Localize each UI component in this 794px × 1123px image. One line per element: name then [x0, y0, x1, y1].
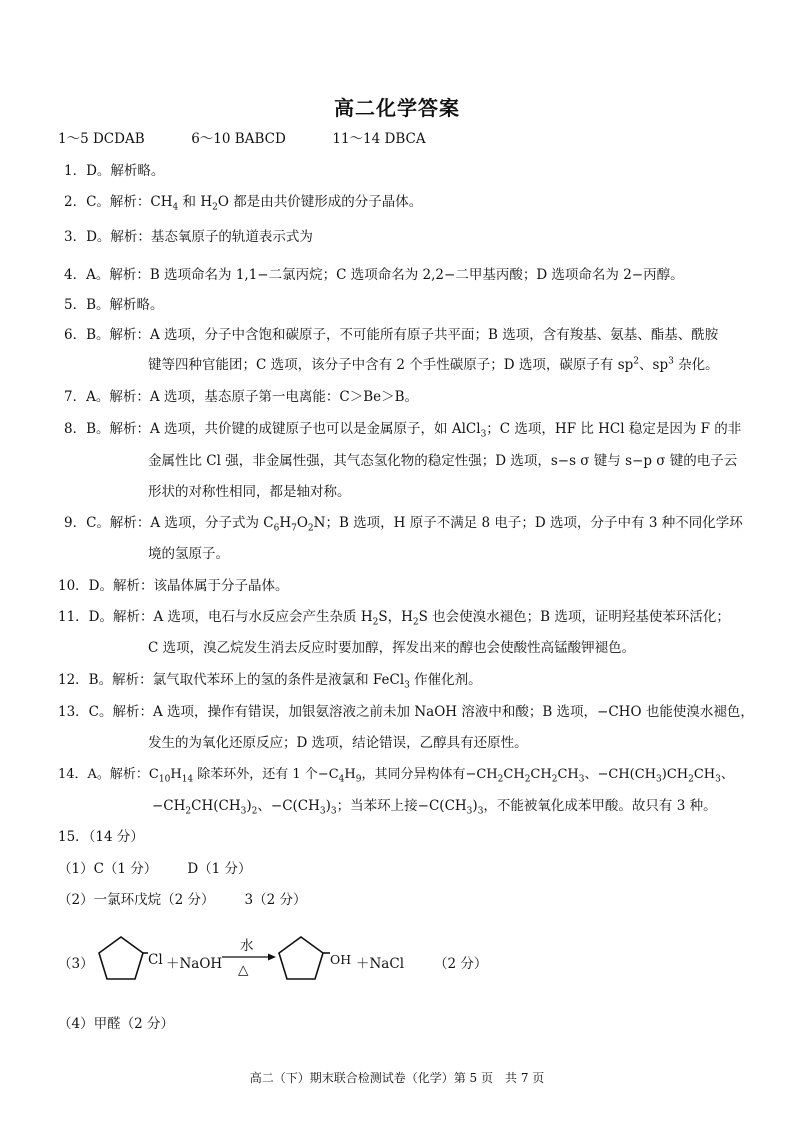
- answer-7: 7．A。解析：A 选项，基态原子第一电离能：C＞Be＞B。: [64, 389, 419, 405]
- chloro-substituent: Cl: [148, 952, 163, 968]
- answer-13-line-1: 13．C。解析：A 选项，操作有错误，加银氨溶液之前未加 NaOH 溶液中和酸；B 选项，−CHO 也能使溴水褪色，: [58, 704, 754, 720]
- answer-12: 12．B。解析：氯气取代苯环上的氢的条件是液氯和 FeCl$_3$ 作催化剂。: [58, 672, 482, 691]
- nacl-product: ＋NaCl: [356, 956, 405, 972]
- question-15-part-4: （4）甲醛（2 分）: [58, 1016, 174, 1032]
- answer-3: 3．D。解析：基态氧原子的轨道表示式为: [64, 229, 313, 245]
- answer-10: 10．D。解析：该晶体属于分子晶体。: [58, 578, 289, 594]
- cyclopentane-ring-product: [276, 934, 330, 984]
- answer-6-line-1: 6．B。解析：A 选项，分子中含饱和碳原子，不可能所有原子共平面；B 选项，含有羧基、氨基、酯基、酰胺: [64, 327, 719, 343]
- condition-water: 水: [240, 938, 254, 954]
- answer-9-line-2: 境的氢原子。: [148, 546, 229, 562]
- page-title: 高二化学答案: [334, 96, 460, 120]
- answer-1: 1．D。解析略。: [64, 163, 165, 179]
- answer-11-line-1: 11．D。解析：A 选项，电石与水反应会产生杂质 $H_2S$，$H_2S$ 也会使溴水褪色；B 选项，证明羟基使苯环活化；: [58, 609, 730, 628]
- naoh-reagent: ＋NaOH: [166, 956, 223, 972]
- question-15-heading: 15．（14 分）: [58, 829, 144, 845]
- answer-8-line-2: 金属性比 Cl 强，非金属性强，其气态氢化物的稳定性强；D 选项，s−s σ 键与 s−p σ 键的电子云: [148, 453, 738, 469]
- answer-8-line-1: 8．B。解析：A 选项，共价键的成键原子也可以是金属原子，如 AlCl$_3$；C 选项，HF 比 HCl 稳定是因为 F 的非: [64, 421, 742, 440]
- answer-key: [58, 130, 426, 148]
- answer-key-group-1: 1～5 DCDAB: [58, 131, 145, 147]
- reaction-equation: [58, 924, 618, 996]
- page-footer: 高二（下）期末联合检测试卷（化学）第 5 页 共 7 页: [249, 1071, 545, 1085]
- answer-11-line-2: C 选项，溴乙烷发生消去反应时要加醇，挥发出来的醇也会使酸性高锰酸钾褪色。: [148, 640, 636, 656]
- answer-6-line-2: 键等四种官能团；C 选项，该分子中含有 2 个手性碳原子；D 选项，碳原子有 $sp^2$、$sp^3$ 杂化。: [148, 356, 719, 373]
- part-3-score: （2 分）: [434, 956, 488, 972]
- answer-key-group-2: 6～10 BABCD: [191, 131, 286, 147]
- condition-heat: △: [238, 962, 249, 978]
- question-15-part-1: （1）C（1 分） D（1 分）: [58, 861, 252, 877]
- answer-8-line-3: 形状的对称性相同，都是轴对称。: [148, 484, 351, 500]
- hydroxyl-substituent: OH: [330, 952, 352, 967]
- question-15-part-2: （2）一氯环戊烷（2 分） 3（2 分）: [58, 892, 307, 908]
- answer-4: 4．A。解析：B 选项命名为 1,1−二氯丙烷；C 选项命名为 2,2−二甲基丙酸；D 选项命名为 2−丙醇。: [64, 267, 684, 283]
- answer-key-group-3: 11～14 DBCA: [332, 131, 426, 147]
- answer-2: 2．C。解析：$CH_4$ 和 $H_2O$ 都是由共价键形成的分子晶体。: [64, 194, 423, 213]
- part-3-label: （3）: [58, 956, 94, 972]
- reaction-arrow: [222, 952, 276, 962]
- answer-14-line-2: $-CH_2CH(CH_3)_2$、$-C(CH_3)_3$；当苯环上接$-C(CH_3)_3$，不能被氧化成苯甲酸。故只有 3 种。: [152, 798, 717, 817]
- answer-14-line-1: 14．A。解析：$C_{10}H_{14}$ 除苯环外，还有 1 个$-C_4H_9$，其同分异构体有$-CH_2CH_2CH_2CH_3$、$-CH(CH_3)CH_2CH_3$、: [58, 767, 734, 785]
- cyclopentane-ring-reactant: [96, 934, 148, 984]
- answer-13-line-2: 发生的为氧化还原反应；D 选项，结论错误，乙醇具有还原性。: [148, 735, 528, 751]
- answer-9-line-1: 9．C。解析：A 选项，分子式为 $C_6H_7O_2N$；B 选项，H 原子不满足 8 电子；D 选项，分子中有 3 种不同化学环: [64, 515, 743, 534]
- answer-5: 5．B。解析略。: [64, 297, 164, 313]
